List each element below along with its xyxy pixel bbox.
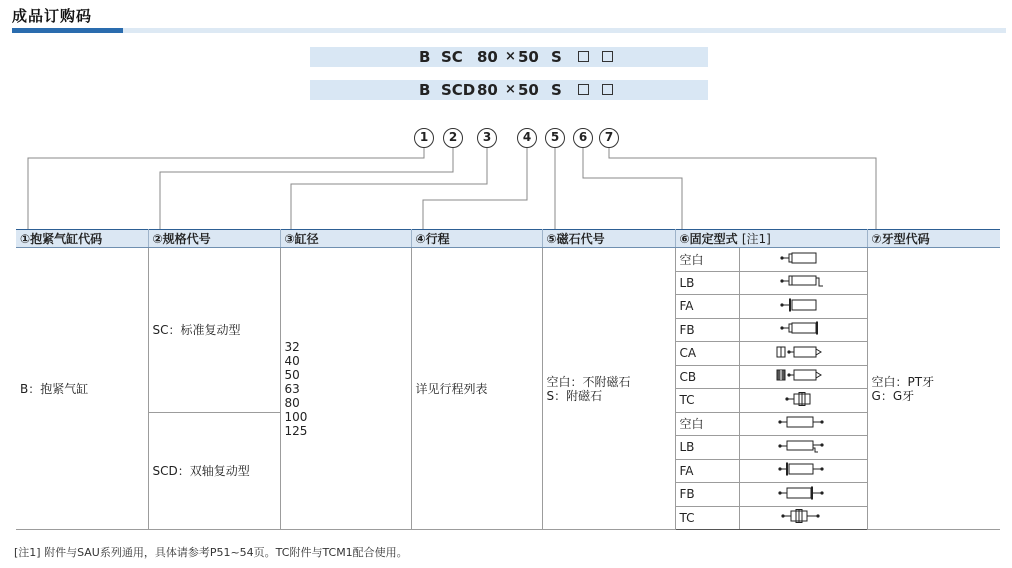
double-rod-flange-rear-icon (775, 486, 831, 500)
mount-code: FA (675, 459, 739, 483)
header-cylinder-code: ①抱紧气缸代码 (16, 230, 148, 248)
stroke-cell: 详见行程列表 (411, 248, 542, 530)
flange-front-icon (775, 298, 831, 312)
double-rod-foot-icon (775, 439, 831, 453)
code-series: SC (441, 48, 463, 66)
header-mounting-type: ⑥固定型式 [注1] (675, 230, 867, 248)
mount-code: FB (675, 318, 739, 342)
bore-list-cell (280, 248, 411, 530)
clevis-double-icon (775, 368, 831, 382)
foot-icon (775, 274, 831, 288)
connector-lines (0, 0, 1012, 240)
thread-cell (867, 248, 1000, 530)
circle-number-5: 5 (545, 128, 565, 148)
code-stroke: 50 (518, 81, 539, 99)
trunnion-icon (775, 392, 831, 406)
code-times: × (505, 49, 516, 64)
clevis-single-icon (775, 345, 831, 359)
code-magnet: S (551, 48, 562, 66)
mount-code: FB (675, 483, 739, 507)
bore-value: 32 (284, 339, 300, 354)
magnet-option: S：附磁石 (546, 388, 603, 403)
header-note-ref: [注1] (741, 232, 771, 246)
mount-code: CB (675, 365, 739, 389)
code-bore: 80 (477, 48, 498, 66)
circle-number-3: 3 (477, 128, 497, 148)
mount-code: TC (675, 389, 739, 413)
mount-illustration (739, 365, 867, 389)
mount-illustration (739, 271, 867, 295)
double-rod-trunnion-icon (775, 509, 831, 523)
order-code-table (16, 229, 1000, 530)
page-title: 成品订购码 (12, 7, 93, 25)
code-magnet: S (551, 81, 562, 99)
code-b: B (419, 48, 431, 66)
magnet-cell (542, 248, 675, 530)
header-spec-code: ②规格代号 (148, 230, 280, 248)
circle-number-7: 7 (599, 128, 619, 148)
mount-illustration (739, 506, 867, 530)
mount-illustration (739, 459, 867, 483)
bore-value: 63 (284, 381, 300, 396)
footnote: [注1] 附件与SAU系列通用，具体请参考P51~54页。TC附件与TCM1配合使用。 (14, 546, 408, 559)
double-rod-basic-icon (775, 415, 831, 429)
mount-illustration (739, 295, 867, 319)
circle-number-4: 4 (517, 128, 537, 148)
code-series: SCD (441, 81, 476, 99)
thread-option: G：G牙 (871, 388, 915, 403)
bore-value: 125 (284, 423, 308, 438)
mount-code: TC (675, 506, 739, 530)
mount-illustration (739, 248, 867, 272)
spec-sc-cell: SC：标准复动型 (148, 248, 280, 413)
bore-value: 50 (284, 367, 300, 382)
mount-code: CA (675, 342, 739, 366)
mount-illustration (739, 483, 867, 507)
mount-illustration (739, 318, 867, 342)
code-bore: 80 (477, 81, 498, 99)
bore-value: 80 (284, 395, 300, 410)
code-stroke: 50 (518, 48, 539, 66)
circle-number-1: 1 (414, 128, 434, 148)
mount-illustration (739, 389, 867, 413)
code-times: × (505, 82, 516, 97)
header-thread-code: ⑦牙型代码 (867, 230, 1000, 248)
mount-illustration (739, 342, 867, 366)
mount-code: 空白 (675, 248, 739, 272)
code-b: B (419, 81, 431, 99)
double-rod-flange-front-icon (775, 462, 831, 476)
table-header-row (16, 230, 1000, 248)
mount-code: LB (675, 436, 739, 460)
mount-code: 空白 (675, 412, 739, 436)
header-bore: ③缸径 (280, 230, 411, 248)
mount-illustration (739, 436, 867, 460)
header-magnet-code: ⑤磁石代号 (542, 230, 675, 248)
header-stroke: ④行程 (411, 230, 542, 248)
cylinder-code-cell: B：抱紧气缸 (16, 248, 148, 530)
magnet-option: 空白：不附磁石 (546, 374, 631, 389)
circle-number-6: 6 (573, 128, 593, 148)
basic-icon (775, 251, 831, 265)
bore-value: 100 (284, 409, 308, 424)
mount-illustration (739, 412, 867, 436)
mount-code: LB (675, 271, 739, 295)
bore-list (285, 340, 407, 438)
mount-code: FA (675, 295, 739, 319)
spec-scd-cell: SCD：双轴复动型 (148, 412, 280, 530)
thread-option: 空白：PT牙 (871, 374, 935, 389)
circle-number-2: 2 (443, 128, 463, 148)
flange-rear-icon (775, 321, 831, 335)
bore-value: 40 (284, 353, 300, 368)
